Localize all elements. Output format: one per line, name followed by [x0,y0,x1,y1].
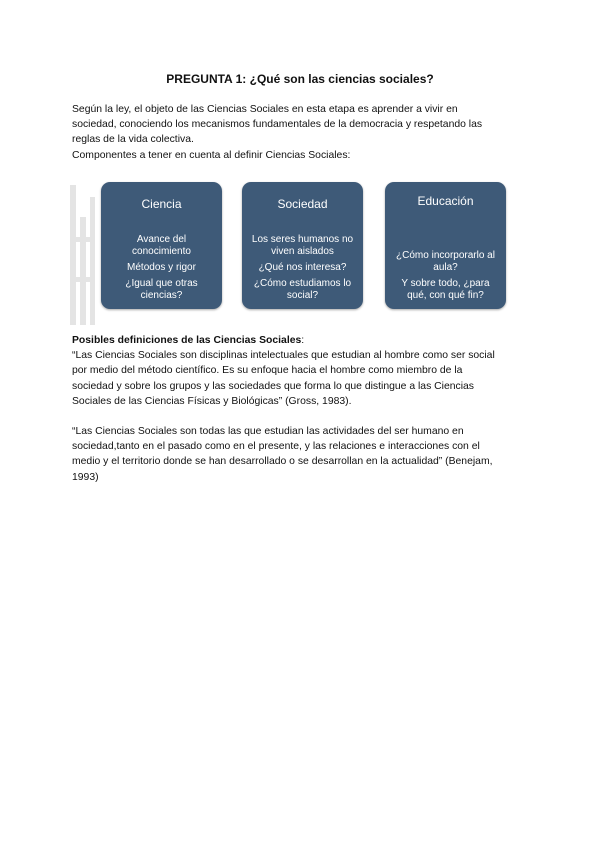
card-item: Métodos y rigor [127,262,196,273]
card-item: Los seres humanos no viven aislados [251,234,354,257]
quote-line: “Las Ciencias Sociales son todas las que estudian las actividades del ser humano en [72,426,464,438]
quote-line: por medio del método científico. Es su enfoque hacia el hombre como miembro de la [72,365,463,377]
quote-line: “Las Ciencias Sociales son disciplinas intelectuales que estudian al hombre como ser social [72,350,495,362]
quote-line: 1993) [72,471,99,483]
intro-paragraph [72,102,534,163]
card-body [107,234,216,306]
heading-colon: : [301,335,305,346]
card-title: Sociedad [277,197,328,211]
card-item: Avance del conocimiento [132,234,191,257]
card-title: Ciencia [141,197,182,211]
definitions-heading: Posibles definiciones de las Ciencias Sociales [72,335,302,346]
components-diagram [70,177,540,327]
card-body [391,250,500,306]
card-item: ¿Qué nos interesa? [258,262,347,273]
intro-line: Componentes a tener en cuenta al definir Ciencias Sociales: [72,149,351,161]
definitions-section [72,333,534,485]
card-ciencia [101,182,222,309]
card-item: ¿Cómo incorporarlo al aula? [396,250,495,273]
intro-line: Según la ley, el objeto de las Ciencias Sociales en esta etapa es aprender a vivir en [72,104,458,115]
page-title: PREGUNTA 1: ¿Qué son las ciencias sociales? [166,72,434,86]
quote-line: medio y el territorio donde se han desarrollado o se desarrollan en la actualidad” (Benejam, [72,456,493,468]
quote-line: Sociales de las Ciencias Físicas y Biológicas” (Gross, 1983). [72,395,352,407]
intro-line: reglas de la vida colectiva. [72,134,194,146]
card-sociedad [242,182,363,309]
quote-line: sociedad y sobre los grupos y las sociedades que forma lo que distingue a las Ciencias [72,380,475,392]
intro-line: sociedad, conociendo los mecanismos fundamentales de la democracia y respetando las [72,119,483,131]
paragraph-gap [72,409,534,424]
card-item: Y sobre todo, ¿para qué, con qué fin? [401,278,490,301]
card-educacion [385,182,506,309]
definitions-heading-line [72,333,534,348]
card-item: ¿Cómo estudiamos lo social? [253,278,352,301]
quote-line: sociedad,tanto en el pasado como en el presente, y las relaciones e interacciones con el [72,441,480,453]
card-body [248,234,357,306]
card-title: Educación [417,194,474,208]
card-item: ¿Igual que otras ciencias? [125,278,198,301]
